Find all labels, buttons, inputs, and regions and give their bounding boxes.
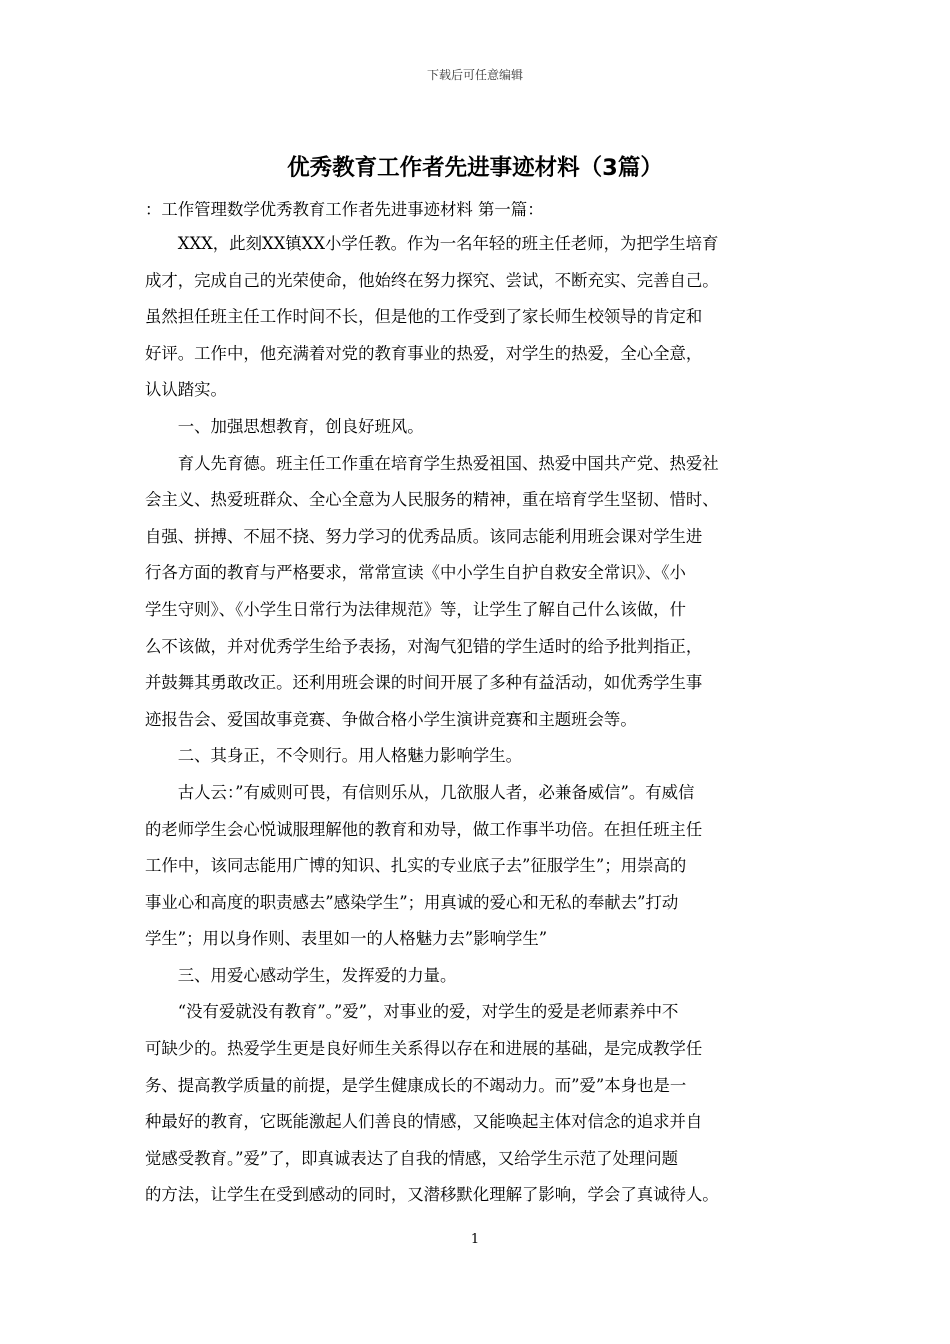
document-body xyxy=(145,194,810,1214)
text-line: 认认踏实。 xyxy=(145,380,227,400)
text-line: 自强、拼搏、不屈不挠、努力学习的优秀品质。该同志能利用班会课对学生进 xyxy=(145,526,703,546)
text-line: 行各方面的教育与严格要求，常常宣读《中小学生自护自救安全常识》、《小 xyxy=(145,563,686,583)
text-line: 事业心和高度的职责感去”感染学生”；用真诚的爱心和无私的奉献去”打动 xyxy=(145,892,679,912)
text-line: 会主义、热爱班群众、全心全意为人民服务的精神，重在培育学生坚韧、惜时、 xyxy=(145,490,719,510)
text-line: 学生”；用以身作则、表里如一的人格魅力去”影响学生” xyxy=(145,929,548,949)
document-title: 优秀教育工作者先进事迹材料（3篇） xyxy=(287,155,663,181)
text-line: 育人先育德。班主任工作重在培育学生热爱祖国、热爱中国共产党、热爱社 xyxy=(145,453,719,473)
text-line: 的老师学生会心悦诚服理解他的教育和劝导，做工作事半功倍。在担任班主任 xyxy=(145,819,703,839)
page-number: 1 xyxy=(470,1232,480,1247)
text-line: 成才，完成自己的光荣使命，他始终在努力探究、尝试，不断充实、完善自己。 xyxy=(145,270,719,290)
text-line: 并鼓舞其勇敢改正。还利用班会课的时间开展了多种有益活动，如优秀学生事 xyxy=(145,673,703,693)
text-line: 的方法，让学生在受到感动的同时，又潜移默化理解了影响，学会了真诚待人。 xyxy=(145,1185,719,1205)
text-line: 可缺少的。热爱学生更是良好师生关系得以存在和进展的基础，是完成教学任 xyxy=(145,1039,703,1059)
text-line: 一、加强思想教育，创良好班风。 xyxy=(145,416,424,436)
text-line: 学生守则》、《小学生日常行为法律规范》等，让学生了解自己什么该做，什 xyxy=(145,599,686,619)
text-line: XXX，此刻XX镇XX小学任教。作为一名年轻的班主任老师，为把学生培育 xyxy=(145,234,719,253)
text-line: 觉感受教育。”爱”了，即真诚表达了自我的情感，又给学生示范了处理问题 xyxy=(145,1148,679,1168)
text-line: “没有爱就没有教育”。”爱”，对事业的爱，对学生的爱是老师素养中不 xyxy=(145,1002,679,1022)
text-line: 迹报告会、爱国故事竞赛、争做合格小学生演讲竞赛和主题班会等。 xyxy=(145,709,637,729)
page-header: 下载后可任意编辑 xyxy=(426,68,523,82)
text-line: 三、用爱心感动学生，发挥爱的力量。 xyxy=(145,965,457,985)
text-line: 虽然担任班主任工作时间不长，但是他的工作受到了家长师生校领导的肯定和 xyxy=(145,307,703,327)
text-line: ：工作管理数学优秀教育工作者先进事迹材料 第一篇： xyxy=(145,200,544,219)
text-line: 工作中，该同志能用广博的知识、扎实的专业底子去”征服学生”；用崇高的 xyxy=(145,856,687,876)
text-line: 二、其身正，不令则行。用人格魅力影响学生。 xyxy=(145,746,522,766)
text-line: 种最好的教育，它既能激起人们善良的情感，又能唤起主体对信念的追求并自 xyxy=(145,1112,703,1132)
text-line: 么不该做，并对优秀学生给予表扬，对淘气犯错的学生适时的给予批判指正， xyxy=(145,636,703,656)
text-line: 好评。工作中，他充满着对党的教育事业的热爱，对学生的热爱，全心全意， xyxy=(145,343,703,363)
text-line: 务、提高教学质量的前提，是学生健康成长的不竭动力。而”爱”本身也是一 xyxy=(145,1075,687,1095)
text-line: 古人云：”有威则可畏，有信则乐从，几欲服人者，必兼备威信”。有威信 xyxy=(145,782,695,802)
